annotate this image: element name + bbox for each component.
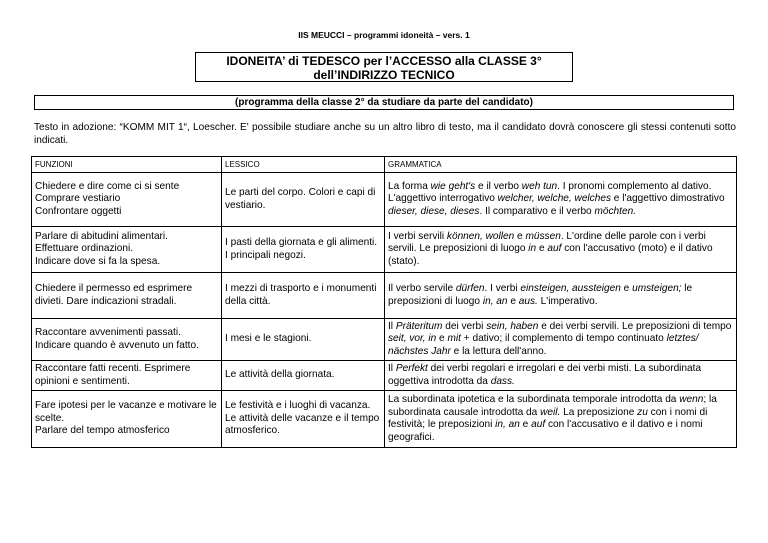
grammar-text: e bbox=[536, 243, 548, 255]
grammar-term: möchten. bbox=[594, 205, 637, 217]
grammar-text: Il verbo servile bbox=[388, 283, 456, 294]
grammar-text: con l'accusativo e il dativo e i nomi geografici. bbox=[388, 419, 703, 443]
title-box bbox=[195, 52, 573, 82]
table-row bbox=[32, 391, 737, 448]
grammar-text: + dativo; il complemento di tempo continuato bbox=[460, 333, 667, 345]
grammar-term: Präteritum bbox=[395, 320, 443, 332]
header-funzioni: FUNZIONI bbox=[32, 157, 222, 173]
cell-lessico: Le parti del corpo. Colori e capi di vestiario. bbox=[222, 173, 385, 227]
grammar-text: con i nomi di festività; le preposizioni bbox=[388, 406, 708, 430]
grammar-text: con l'accusativo (moto) e il dativo (stato). bbox=[388, 243, 713, 267]
cell-grammatica bbox=[385, 319, 737, 361]
grammar-term: wenn bbox=[679, 394, 704, 405]
cell-lessico: Le attività della giornata. bbox=[222, 361, 385, 391]
grammar-term: weh tun bbox=[521, 180, 558, 192]
grammar-term: dieser, diese, dieses bbox=[388, 205, 480, 217]
table-row bbox=[32, 319, 737, 361]
grammar-text: e bbox=[436, 333, 448, 345]
grammar-text: . L'ordine delle parole con i verbi servili. Le preposizioni di luogo bbox=[388, 230, 706, 255]
intro-text: Testo in adozione: “KOMM MIT 1“, Loescher. E' possibile studiare anche su un altro libro di testo, ma il candidato dovrà conoscere gli stessi contenuti sotto indicati. bbox=[34, 122, 736, 146]
grammar-text: ; la subordinata causale introdotta da bbox=[388, 394, 717, 418]
cell-lessico: I pasti della giornata e gli alimenti. I principali negozi. bbox=[222, 227, 385, 273]
funzione-line: Effettuare ordinazioni. bbox=[35, 243, 134, 255]
header-grammatica: GRAMMATICA bbox=[385, 157, 737, 173]
grammar-term: auf bbox=[531, 419, 546, 430]
grammar-text: . Il comparativo e il verbo bbox=[479, 205, 595, 217]
table-row bbox=[32, 361, 737, 391]
funzione-line: Chiedere e dire come ci si sente bbox=[35, 180, 180, 192]
table-row bbox=[32, 227, 737, 273]
cell-lessico: I mezzi di trasporto e i monumenti della città. bbox=[222, 273, 385, 319]
grammar-text: e bbox=[620, 283, 633, 294]
funzione-line: Fare ipotesi per le vacanze e motivare le scelte. bbox=[35, 400, 217, 424]
grammar-text: e bbox=[519, 419, 532, 430]
grammar-term: müssen bbox=[525, 230, 561, 242]
grammar-text: I verbi servili bbox=[388, 230, 447, 242]
grammar-term: mit bbox=[447, 333, 461, 345]
grammar-text: e il verbo bbox=[475, 180, 522, 192]
title-line-1: IDONEITA’ di TEDESCO per l’ACCESSO alla CLASSE 3° bbox=[226, 54, 542, 68]
cell-grammatica bbox=[385, 391, 737, 448]
grammar-text: dei verbi regolari e irregolari e dei verbi misti. La subordinata oggettiva introdotta da bbox=[388, 363, 702, 387]
grammar-term: welcher, welche, welches bbox=[497, 193, 611, 205]
grammar-term: umsteigen; bbox=[632, 283, 682, 294]
grammar-term: wie geht's bbox=[430, 180, 476, 192]
grammar-term: dürfen bbox=[455, 283, 485, 294]
grammar-term: auf bbox=[547, 243, 562, 255]
grammar-text: e dei verbi servili. Le preposizioni di tempo bbox=[538, 320, 732, 332]
header-lessico: LESSICO bbox=[222, 157, 385, 173]
grammar-text: La forma bbox=[388, 180, 431, 192]
cell-lessico: Le festività e i luoghi di vacanza. Le attività delle vacanze e il tempo atmosferico. bbox=[222, 391, 385, 448]
cell-lessico: I mesi e le stagioni. bbox=[222, 319, 385, 361]
cell-funzioni bbox=[32, 391, 222, 448]
grammar-term: zu bbox=[637, 406, 648, 418]
funzione-line: Parlare di abitudini alimentari. bbox=[35, 230, 168, 242]
document-header: IIS MEUCCI – programmi idoneità – vers. 1 bbox=[298, 30, 470, 40]
grammar-text: e la lettura dell'anno. bbox=[450, 345, 547, 357]
program-table bbox=[31, 156, 737, 448]
cell-grammatica bbox=[385, 227, 737, 273]
title-line-2: dell’INDIRIZZO TECNICO bbox=[313, 68, 455, 82]
grammar-term: Perfekt bbox=[395, 363, 428, 374]
grammar-text: e bbox=[507, 295, 519, 307]
grammar-text: Il bbox=[388, 363, 396, 374]
cell-funzioni bbox=[32, 273, 222, 319]
grammar-term: aus. bbox=[518, 295, 538, 307]
funzione-line: Confrontare oggetti bbox=[35, 205, 122, 217]
funzione-line: Indicare quando è avvenuto un fatto. bbox=[35, 339, 199, 351]
grammar-term: in bbox=[528, 243, 537, 255]
grammar-text: Il bbox=[388, 320, 396, 332]
cell-grammatica bbox=[385, 361, 737, 391]
grammar-text: La subordinata ipotetica e la subordinata temporale introdotta da bbox=[388, 394, 680, 405]
grammar-term: letztes/ nächstes Jahr bbox=[388, 333, 699, 357]
funzione-line: Raccontare fatti recenti. Esprimere opinioni e sentimenti. bbox=[35, 363, 191, 387]
grammar-term: seit, vor, in bbox=[388, 333, 437, 345]
table-row bbox=[32, 273, 737, 319]
grammar-text: . I pronomi complemento al dativo. L'aggettivo interrogativo bbox=[388, 180, 712, 205]
grammar-term: können, wollen bbox=[446, 230, 515, 242]
grammar-term: weil. bbox=[540, 406, 561, 418]
cell-funzioni bbox=[32, 361, 222, 391]
funzione-line: Raccontare avvenimenti passati. bbox=[35, 327, 181, 338]
grammar-text: e l'aggettivo dimostrativo bbox=[611, 193, 725, 205]
grammar-text: dei verbi bbox=[442, 320, 487, 332]
grammar-term: dass. bbox=[490, 375, 515, 387]
cell-grammatica bbox=[385, 273, 737, 319]
grammar-text: L'imperativo. bbox=[537, 295, 598, 307]
grammar-term: in, an bbox=[495, 419, 520, 430]
grammar-text: . I verbi bbox=[484, 283, 521, 294]
table-row bbox=[32, 173, 737, 227]
subtitle-box: (programma della classe 2° da studiare da parte del candidato) bbox=[34, 95, 734, 110]
grammar-text: La preposizione bbox=[560, 406, 638, 418]
cell-grammatica bbox=[385, 173, 737, 227]
grammar-term: einsteigen, aussteigen bbox=[520, 283, 621, 294]
table-header-row bbox=[32, 157, 737, 173]
cell-funzioni bbox=[32, 319, 222, 361]
grammar-term: sein, haben bbox=[486, 320, 539, 332]
funzione-line: Indicare dove si fa la spesa. bbox=[35, 255, 161, 267]
funzione-line: Parlare del tempo atmosferico bbox=[35, 425, 170, 437]
grammar-term: in, an bbox=[482, 295, 508, 307]
cell-funzioni bbox=[32, 173, 222, 227]
cell-funzioni bbox=[32, 227, 222, 273]
grammar-text: e bbox=[514, 230, 526, 242]
funzione-line: Chiedere il permesso ed esprimere divieti. Dare indicazioni stradali. bbox=[35, 283, 193, 307]
grammar-text: le preposizioni di luogo bbox=[388, 283, 693, 307]
funzione-line: Comprare vestiario bbox=[35, 193, 121, 205]
